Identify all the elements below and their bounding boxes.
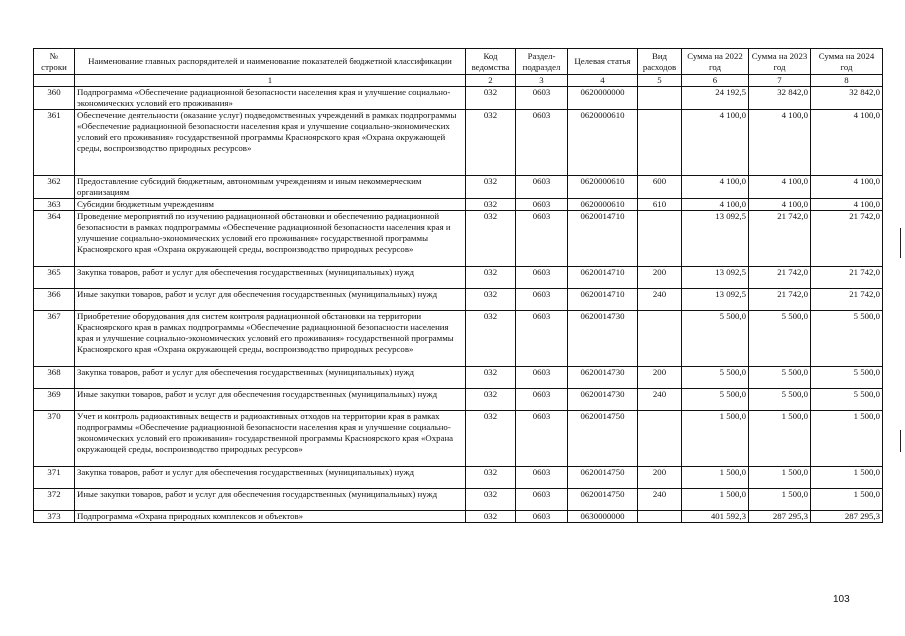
table-row <box>34 467 883 489</box>
row-2023: 5 500,0 <box>749 389 811 411</box>
row-dept: 032 <box>466 511 516 523</box>
row-section: 0603 <box>516 176 568 199</box>
row-dept: 032 <box>466 467 516 489</box>
row-2024: 4 100,0 <box>811 110 883 176</box>
row-2022: 4 100,0 <box>682 176 749 199</box>
row-section: 0603 <box>516 489 568 511</box>
row-dept: 032 <box>466 87 516 110</box>
row-type <box>638 411 682 467</box>
row-type <box>638 311 682 367</box>
row-target: 0620014730 <box>568 311 638 367</box>
row-section: 0603 <box>516 211 568 267</box>
row-type: 240 <box>638 489 682 511</box>
row-2023: 21 742,0 <box>749 211 811 267</box>
row-name: Иные закупки товаров, работ и услуг для обеспечения государственных (муниципальных) нужд <box>75 389 466 411</box>
row-2022: 1 500,0 <box>682 489 749 511</box>
scan-edge-mark <box>900 228 901 258</box>
row-2022: 401 592,3 <box>682 511 749 523</box>
header-type: Вид расходов <box>638 49 682 75</box>
column-number: 3 <box>516 75 568 87</box>
row-dept: 032 <box>466 176 516 199</box>
row-section: 0603 <box>516 110 568 176</box>
row-number: 364 <box>34 211 75 267</box>
row-name: Иные закупки товаров, работ и услуг для обеспечения государственных (муниципальных) нужд <box>75 289 466 311</box>
row-type: 600 <box>638 176 682 199</box>
row-2022: 13 092,5 <box>682 267 749 289</box>
table-row <box>34 389 883 411</box>
table-row <box>34 411 883 467</box>
row-2024: 5 500,0 <box>811 311 883 367</box>
row-number: 372 <box>34 489 75 511</box>
row-number: 373 <box>34 511 75 523</box>
row-2024: 32 842,0 <box>811 87 883 110</box>
column-number: 8 <box>811 75 883 87</box>
row-target: 0620000610 <box>568 176 638 199</box>
row-name: Предоставление субсидий бюджетным, автономным учреждениям и иным некоммерческим организациям <box>75 176 466 199</box>
row-dept: 032 <box>466 411 516 467</box>
header-dept: Код ведомства <box>466 49 516 75</box>
row-type: 240 <box>638 389 682 411</box>
row-dept: 032 <box>466 110 516 176</box>
header-row <box>34 49 883 75</box>
row-2022: 13 092,5 <box>682 289 749 311</box>
header-2022: Сумма на 2022 год <box>682 49 749 75</box>
header-2023: Сумма на 2023 год <box>749 49 811 75</box>
column-number: 4 <box>568 75 638 87</box>
row-2022: 5 500,0 <box>682 311 749 367</box>
row-2023: 4 100,0 <box>749 199 811 211</box>
row-section: 0603 <box>516 389 568 411</box>
row-2022: 4 100,0 <box>682 199 749 211</box>
row-2024: 5 500,0 <box>811 367 883 389</box>
row-2024: 4 100,0 <box>811 176 883 199</box>
page-number: 103 <box>833 594 850 605</box>
row-section: 0603 <box>516 367 568 389</box>
row-number: 371 <box>34 467 75 489</box>
row-section: 0603 <box>516 467 568 489</box>
row-number: 370 <box>34 411 75 467</box>
row-2024: 1 500,0 <box>811 411 883 467</box>
row-type: 610 <box>638 199 682 211</box>
row-number: 368 <box>34 367 75 389</box>
row-2023: 4 100,0 <box>749 110 811 176</box>
row-type <box>638 211 682 267</box>
row-2022: 4 100,0 <box>682 110 749 176</box>
column-number-row <box>34 75 883 87</box>
row-type: 200 <box>638 467 682 489</box>
table-row <box>34 289 883 311</box>
row-number: 369 <box>34 389 75 411</box>
row-name: Закупка товаров, работ и услуг для обеспечения государственных (муниципальных) нужд <box>75 267 466 289</box>
row-dept: 032 <box>466 489 516 511</box>
row-type: 200 <box>638 367 682 389</box>
row-dept: 032 <box>466 367 516 389</box>
row-2022: 5 500,0 <box>682 389 749 411</box>
row-2022: 24 192,5 <box>682 87 749 110</box>
column-number: 7 <box>749 75 811 87</box>
row-number: 366 <box>34 289 75 311</box>
column-number: 5 <box>638 75 682 87</box>
row-target: 0620014730 <box>568 367 638 389</box>
row-2022: 1 500,0 <box>682 411 749 467</box>
row-2023: 21 742,0 <box>749 289 811 311</box>
column-number: 1 <box>75 75 466 87</box>
row-dept: 032 <box>466 199 516 211</box>
header-row-no: № строки <box>34 49 75 75</box>
table-row <box>34 87 883 110</box>
table-row <box>34 311 883 367</box>
row-section: 0603 <box>516 289 568 311</box>
table-row <box>34 110 883 176</box>
row-target: 0620014710 <box>568 289 638 311</box>
row-section: 0603 <box>516 511 568 523</box>
table-row <box>34 176 883 199</box>
row-2024: 4 100,0 <box>811 199 883 211</box>
row-dept: 032 <box>466 389 516 411</box>
row-2024: 1 500,0 <box>811 467 883 489</box>
row-2024: 1 500,0 <box>811 489 883 511</box>
row-name: Обеспечение деятельности (оказание услуг) подведомственных учреждений в рамках подпрограммы «Обеспечение радиационной безопасности населения края и улучшение социально-экономических условий его проживания» государственной программы Красноярского края «Охрана окружающей среды, воспроизводство природных ресурсов» <box>75 110 466 176</box>
row-target: 0620014750 <box>568 489 638 511</box>
row-target: 0620000000 <box>568 87 638 110</box>
header-2024: Сумма на 2024 год <box>811 49 883 75</box>
row-2023: 32 842,0 <box>749 87 811 110</box>
row-target: 0620014710 <box>568 267 638 289</box>
row-number: 363 <box>34 199 75 211</box>
row-type: 200 <box>638 267 682 289</box>
table-row <box>34 367 883 389</box>
scan-edge-mark <box>900 430 901 452</box>
row-name: Проведение мероприятий по изучению радиационной обстановки и обеспечению радиационной безопасности в рамках подпрограммы «Обеспечение радиационной безопасности населения края и улучшение социально-экономических условий его проживания» государственной программы Красноярского края «Охрана окружающей среды, воспроизводство природных ресурсов» <box>75 211 466 267</box>
row-number: 361 <box>34 110 75 176</box>
table-row <box>34 267 883 289</box>
table-row <box>34 211 883 267</box>
row-name: Субсидии бюджетным учреждениям <box>75 199 466 211</box>
row-target: 0620014750 <box>568 467 638 489</box>
row-2024: 21 742,0 <box>811 267 883 289</box>
row-target: 0630000000 <box>568 511 638 523</box>
column-number: 2 <box>466 75 516 87</box>
table-row <box>34 489 883 511</box>
row-target: 0620014750 <box>568 411 638 467</box>
row-name: Подпрограмма «Обеспечение радиационной безопасности населения края и улучшение социально-экономических условий его проживания» <box>75 87 466 110</box>
row-name: Иные закупки товаров, работ и услуг для обеспечения государственных (муниципальных) нужд <box>75 489 466 511</box>
row-target: 0620014730 <box>568 389 638 411</box>
budget-table <box>33 48 883 523</box>
row-2024: 5 500,0 <box>811 389 883 411</box>
row-section: 0603 <box>516 199 568 211</box>
row-2023: 1 500,0 <box>749 489 811 511</box>
row-name: Закупка товаров, работ и услуг для обеспечения государственных (муниципальных) нужд <box>75 467 466 489</box>
row-type <box>638 511 682 523</box>
row-number: 365 <box>34 267 75 289</box>
row-type: 240 <box>638 289 682 311</box>
row-type <box>638 87 682 110</box>
row-2023: 1 500,0 <box>749 411 811 467</box>
header-section: Раздел-подраздел <box>516 49 568 75</box>
row-name: Приобретение оборудования для систем контроля радиационной обстановки на территории Красноярского края в рамках подпрограммы «Обеспечение радиационной безопасности населения края и улучшение социально-экономических условий его проживания» государственной программы Красноярского края «Охрана окружающей среды, воспроизводство природных ресурсов» <box>75 311 466 367</box>
row-section: 0603 <box>516 87 568 110</box>
row-type <box>638 110 682 176</box>
row-target: 0620014710 <box>568 211 638 267</box>
row-target: 0620000610 <box>568 199 638 211</box>
table-row <box>34 199 883 211</box>
row-2023: 21 742,0 <box>749 267 811 289</box>
row-dept: 032 <box>466 311 516 367</box>
row-2024: 287 295,3 <box>811 511 883 523</box>
row-dept: 032 <box>466 211 516 267</box>
table-row <box>34 511 883 523</box>
row-2022: 13 092,5 <box>682 211 749 267</box>
row-number: 367 <box>34 311 75 367</box>
row-target: 0620000610 <box>568 110 638 176</box>
row-dept: 032 <box>466 267 516 289</box>
row-name: Подпрограмма «Охрана природных комплексов и объектов» <box>75 511 466 523</box>
row-2022: 5 500,0 <box>682 367 749 389</box>
row-section: 0603 <box>516 267 568 289</box>
row-number: 360 <box>34 87 75 110</box>
row-number: 362 <box>34 176 75 199</box>
row-dept: 032 <box>466 289 516 311</box>
row-2023: 1 500,0 <box>749 467 811 489</box>
row-2023: 287 295,3 <box>749 511 811 523</box>
column-number <box>34 75 75 87</box>
row-2023: 4 100,0 <box>749 176 811 199</box>
header-target: Целевая статья <box>568 49 638 75</box>
row-2023: 5 500,0 <box>749 367 811 389</box>
row-2022: 1 500,0 <box>682 467 749 489</box>
column-number: 6 <box>682 75 749 87</box>
row-section: 0603 <box>516 311 568 367</box>
row-name: Закупка товаров, работ и услуг для обеспечения государственных (муниципальных) нужд <box>75 367 466 389</box>
row-section: 0603 <box>516 411 568 467</box>
row-name: Учет и контроль радиоактивных веществ и радиоактивных отходов на территории края в рамках подпрограммы «Обеспечение радиационной безопасности населения края и улучшение социально-экономических условий его проживания» государственной программы Красноярского края «Охрана окружающей среды, воспроизводство природных ресурсов» <box>75 411 466 467</box>
row-2024: 21 742,0 <box>811 211 883 267</box>
row-2023: 5 500,0 <box>749 311 811 367</box>
header-name: Наименование главных распорядителей и наименование показателей бюджетной классификации <box>75 49 466 75</box>
row-2024: 21 742,0 <box>811 289 883 311</box>
